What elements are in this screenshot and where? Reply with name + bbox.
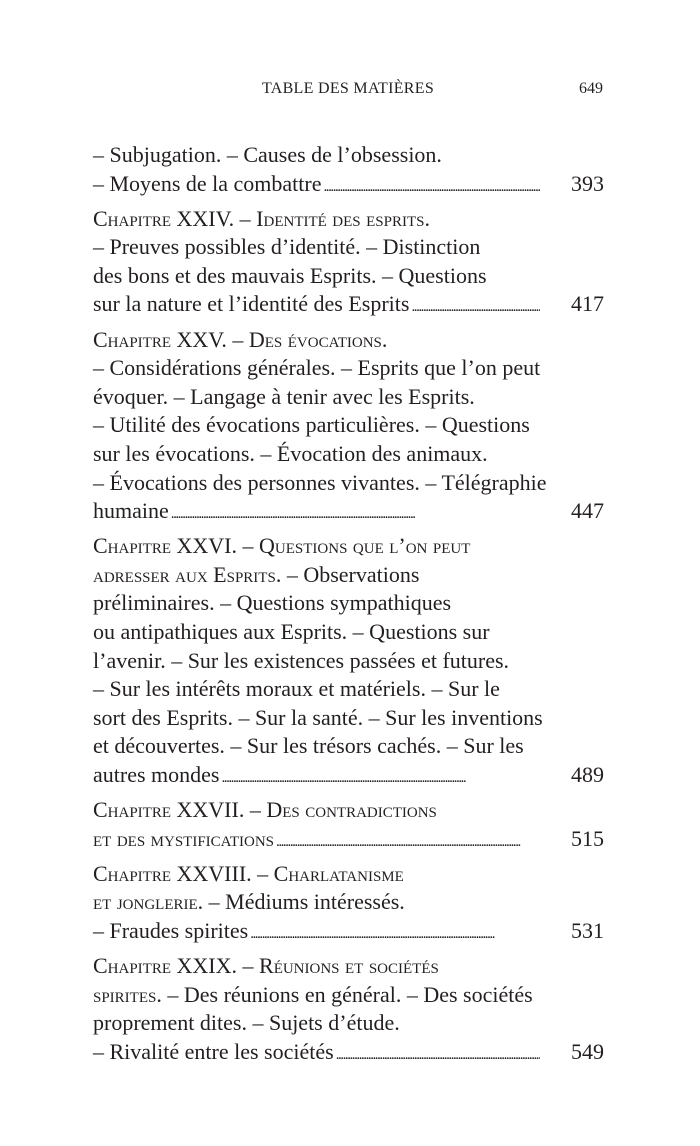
chapter-heading-text: Chapitre (93, 860, 172, 886)
entry-text: – Preuves possibles d’identité. – Distinction (93, 234, 481, 260)
dot-leader (171, 497, 540, 526)
entry-page-number[interactable]: 489 (571, 761, 604, 787)
chapter-heading-text: Chapitre (93, 953, 172, 979)
chapter-heading-text: et des mystifications (93, 825, 275, 851)
toc-line (93, 825, 604, 854)
dot-leader (276, 825, 540, 854)
entry-page-number[interactable]: 549 (571, 1038, 604, 1064)
dot-leader (411, 290, 540, 319)
toc-line (93, 981, 604, 1010)
chapter-heading-text: Réunions et sociétés (259, 953, 439, 979)
entry-text: autres mondes (93, 761, 220, 787)
toc-line (93, 141, 604, 170)
toc-line (93, 917, 604, 946)
toc-line (93, 796, 604, 825)
entry-text: – Sur les intérêts moraux et matériels. – Sur le (93, 676, 500, 702)
toc-line (93, 860, 604, 889)
entry-text: . – Médiums intéressés. (197, 889, 405, 915)
entry-text: XXV. – (171, 326, 249, 352)
toc-line (93, 1038, 604, 1067)
entry-text: évoquer. – Langage à tenir avec les Esprits. (93, 383, 475, 409)
toc-line (93, 888, 604, 917)
toc-line (93, 704, 604, 733)
entry-text: – Utilité des évocations particulières. – Questions (93, 412, 530, 438)
chapter-heading-text: Des évocations. (248, 326, 388, 352)
toc-line (93, 262, 604, 291)
entry-text: humaine (93, 498, 169, 524)
chapter-heading-text: Chapitre (93, 205, 172, 231)
toc-line (93, 647, 604, 676)
chapter-heading-text: Questions que l’on peut (259, 533, 471, 559)
toc-line (93, 497, 604, 526)
chapter-heading-text: Identité des esprits. (256, 205, 430, 231)
toc-line (93, 440, 604, 469)
entry-text: – Moyens de la combattre (93, 170, 322, 196)
toc-line (93, 1009, 604, 1038)
entry-text: des bons et des mauvais Esprits. – Questions (93, 262, 487, 288)
toc-line (93, 233, 604, 262)
toc-entry[interactable] (93, 860, 604, 946)
toc-line (93, 205, 604, 234)
entry-text: – Rivalité entre les sociétés (93, 1038, 334, 1064)
entry-text: XXIV. – (171, 205, 257, 231)
running-title: TABLE DES MATIÈRES (261, 80, 435, 97)
toc-entry[interactable] (93, 205, 604, 319)
entry-text: XXVIII. – (171, 860, 274, 886)
toc-line (93, 761, 604, 790)
running-header (93, 80, 603, 104)
toc-entry[interactable] (93, 796, 604, 853)
toc-entry[interactable] (93, 532, 604, 789)
toc-line (93, 354, 604, 383)
entry-text: XXIX. – (171, 953, 260, 979)
toc-line (93, 170, 604, 199)
table-of-contents (93, 141, 604, 1073)
chapter-heading-text: Chapitre (93, 797, 172, 823)
entry-text: préliminaires. – Questions sympathiques (93, 590, 452, 616)
chapter-heading-text: Des contradictions (266, 797, 437, 823)
entry-text: ou antipathiques aux Esprits. – Questions sur (93, 619, 490, 644)
chapter-heading-text: Chapitre (93, 326, 172, 352)
entry-text: sur la nature et l’identité des Esprits (93, 291, 410, 317)
toc-line (93, 561, 604, 590)
toc-line (93, 589, 604, 618)
entry-page-number[interactable]: 531 (571, 917, 604, 943)
chapter-heading-text: adresser aux Esprits (93, 561, 276, 587)
toc-line (93, 618, 604, 647)
chapter-heading-text: Chapitre (93, 533, 172, 559)
entry-page-number[interactable]: 447 (571, 498, 604, 524)
entry-text: – Évocations des personnes vivantes. – Télégraphie (93, 469, 547, 495)
toc-entry[interactable] (93, 326, 604, 526)
toc-line (93, 411, 604, 440)
entry-text: – Considérations générales. – Esprits que l’on peut (93, 355, 541, 381)
toc-line (93, 952, 604, 981)
chapter-heading-text: spirites (93, 981, 157, 1007)
dot-leader (324, 170, 541, 199)
entry-text: XXVI. – (171, 533, 260, 559)
toc-line (93, 290, 604, 319)
entry-text: et découvertes. – Sur les trésors cachés. – Sur les (93, 733, 524, 759)
toc-line (93, 383, 604, 412)
toc-entry[interactable] (93, 952, 604, 1066)
toc-line (93, 532, 604, 561)
entry-text: XXVII. – (171, 797, 267, 823)
toc-line (93, 469, 604, 498)
toc-entry[interactable] (93, 141, 604, 198)
dot-leader (250, 917, 540, 946)
entry-text: . – Des réunions en général. – Des sociétés (156, 981, 533, 1007)
toc-line (93, 732, 604, 761)
entry-page-number[interactable]: 393 (571, 170, 604, 196)
chapter-heading-text: et jonglerie (93, 889, 198, 915)
entry-page-number[interactable]: 515 (571, 825, 604, 851)
entry-text: l’avenir. – Sur les existences passées et futures. (93, 647, 510, 673)
toc-line (93, 326, 604, 355)
dot-leader (221, 761, 540, 790)
entry-page-number[interactable]: 417 (571, 291, 604, 317)
entry-text: – Fraudes spirites (93, 917, 249, 943)
dot-leader (336, 1038, 540, 1067)
toc-line (93, 675, 604, 704)
chapter-heading-text: Charlatanisme (273, 860, 404, 886)
entry-text: – Subjugation. – Causes de l’obsession. (93, 142, 442, 167)
entry-text: sort des Esprits. – Sur la santé. – Sur les inventions (93, 704, 543, 730)
entry-text: sur les évocations. – Évocation des animaux. (93, 440, 488, 466)
page-number: 649 (579, 80, 603, 97)
entry-text: proprement dites. – Sujets d’étude. (93, 1010, 400, 1036)
entry-text: . – Observations (275, 561, 420, 587)
